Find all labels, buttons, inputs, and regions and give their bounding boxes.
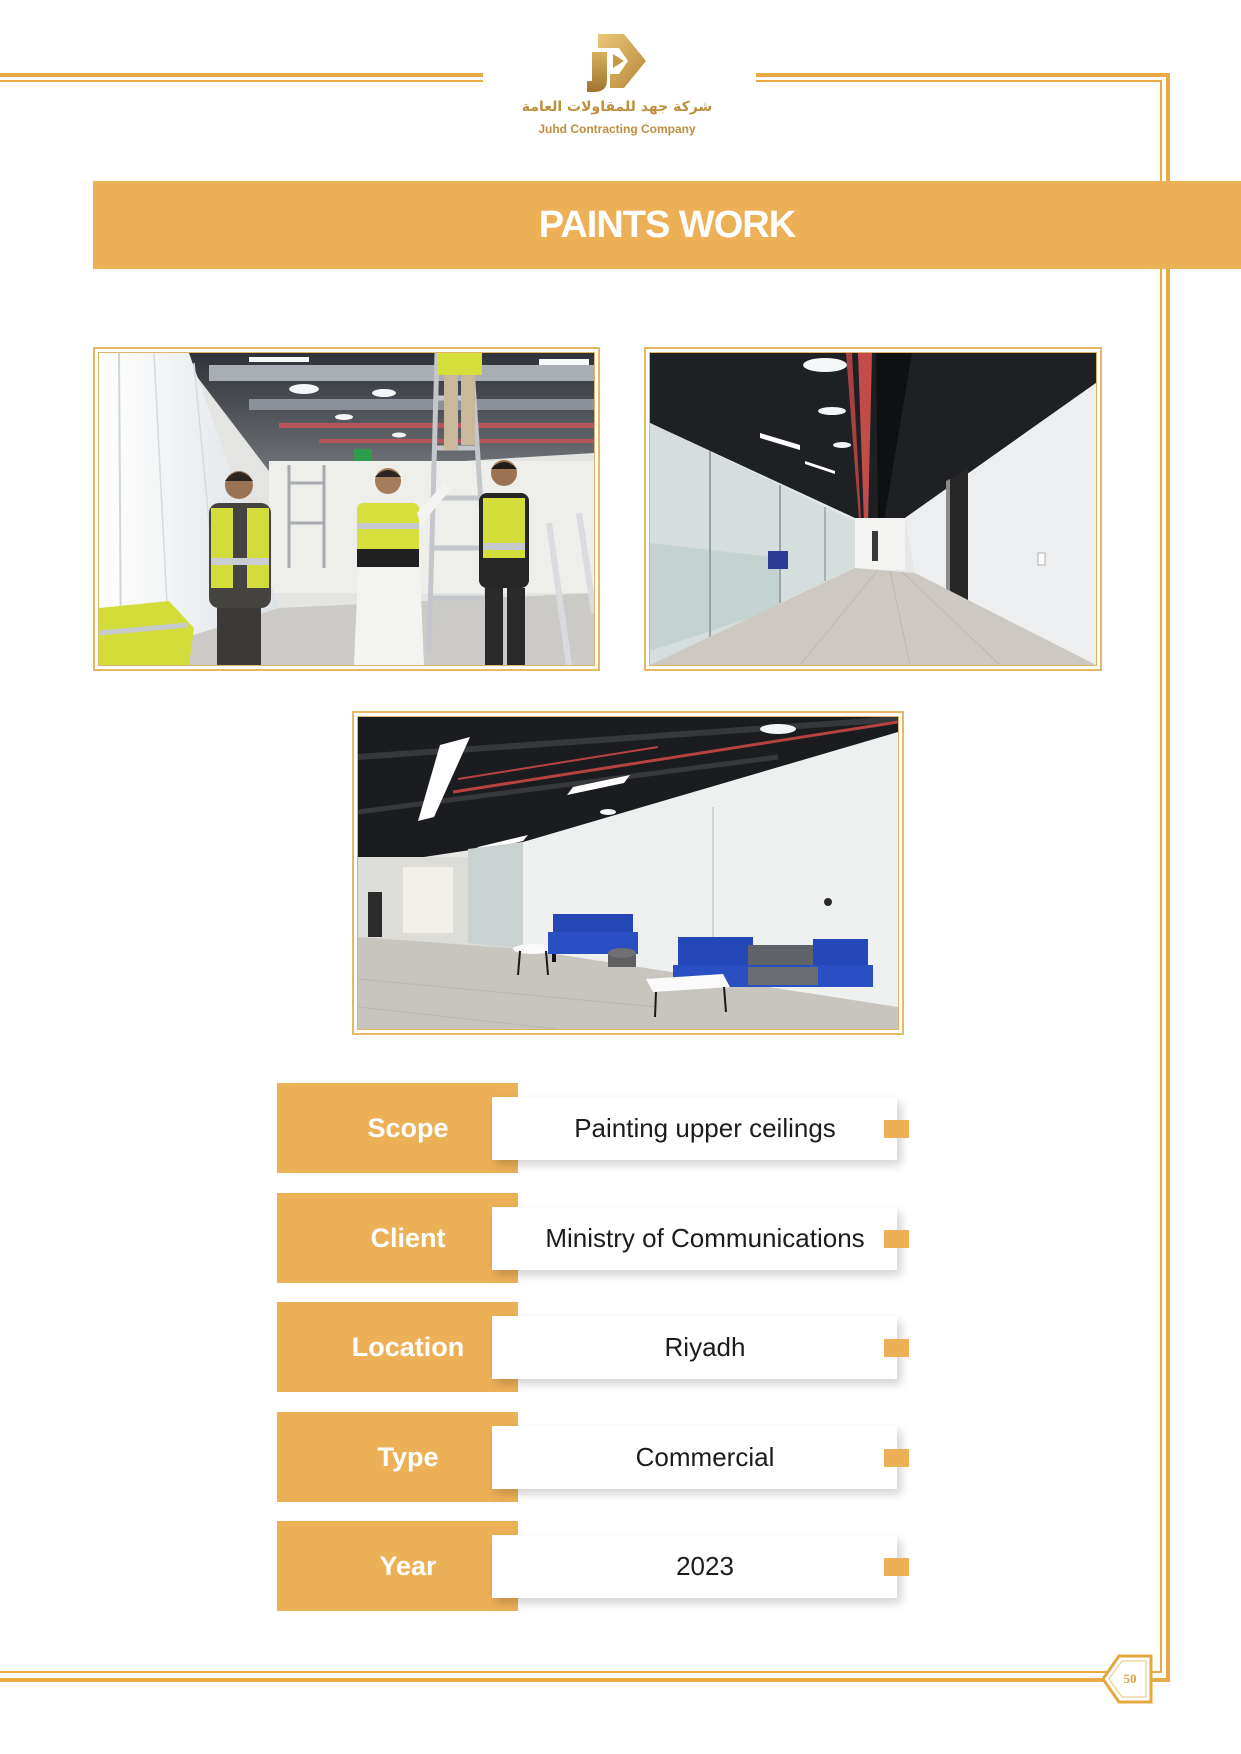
photo-site-inspection <box>93 347 600 671</box>
back-area <box>358 842 523 949</box>
detail-value: Painting upper ceilings <box>574 1113 836 1143</box>
top-left-line-thin <box>0 80 483 82</box>
detail-value: Commercial <box>635 1442 775 1472</box>
bullet-square <box>884 1339 909 1357</box>
company-logo-icon <box>580 30 654 96</box>
right-border-line-thin <box>1160 80 1162 1673</box>
top-right-line-thin <box>756 80 1162 82</box>
page-number-badge <box>1100 1653 1154 1705</box>
detail-row-location <box>277 1302 917 1392</box>
bottom-line-thin <box>0 1671 1162 1673</box>
bullet-square <box>884 1230 909 1248</box>
title-banner <box>93 181 1241 269</box>
detail-label: Type <box>377 1442 439 1472</box>
corridor-image <box>649 352 1097 666</box>
detail-row-client <box>277 1193 917 1283</box>
photo-corridor <box>644 347 1102 671</box>
logo-arabic-name: شركة جهد للمقاولات العامة <box>521 99 713 115</box>
detail-label: Scope <box>367 1113 449 1143</box>
logo-english-name: Juhd Contracting Company <box>538 122 696 136</box>
detail-label: Year <box>379 1551 437 1581</box>
right-border-line-thick <box>1166 73 1170 1682</box>
detail-value: Riyadh <box>664 1332 746 1362</box>
grey-stool <box>608 948 636 967</box>
bullet-square <box>884 1558 909 1576</box>
lounge-area-image <box>357 716 899 1030</box>
detail-row-year <box>277 1521 917 1611</box>
top-left-line-thick <box>0 73 483 77</box>
detail-label: Location <box>351 1332 465 1362</box>
page-title: PAINTS WORK <box>538 204 796 246</box>
detail-value: 2023 <box>676 1551 734 1581</box>
corridor-end <box>855 518 905 570</box>
photo-lounge-area <box>352 711 904 1035</box>
bullet-square <box>884 1120 909 1138</box>
bullet-square <box>884 1449 909 1467</box>
top-right-line-thick <box>756 73 1170 77</box>
detail-value: Ministry of Communications <box>545 1223 865 1253</box>
site-inspection-image <box>98 352 595 666</box>
page-number: 50 <box>1123 1671 1137 1686</box>
detail-row-scope <box>277 1083 917 1173</box>
detail-row-type <box>277 1412 917 1502</box>
blue-chair <box>768 551 788 569</box>
detail-label: Client <box>370 1223 446 1253</box>
bottom-line-thick <box>0 1678 1170 1682</box>
